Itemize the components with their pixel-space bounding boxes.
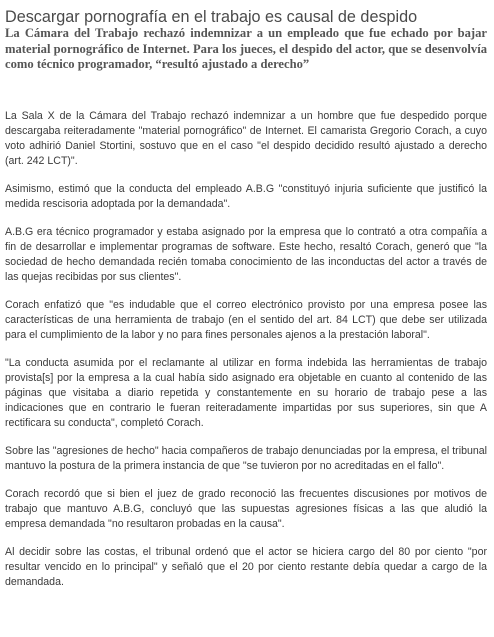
article-paragraph: Corach enfatizó que "es indudable que el correo electrónico provisto por una empresa posee las características de una herramienta de trabajo (en el sentido del art. 84 LCT) que debe ser utilizada para el cumplimiento de la labor y no para fines personales ajenos a la prestación laboral".	[5, 299, 487, 342]
article-lead: La Cámara del Trabajo rechazó indemnizar a un empleado que fue echado por bajar material pornográfico de Internet. Para los jueces, el despido del actor, que se desenvolvía como técnico programador, “resultó ajustado a derecho”	[5, 26, 487, 72]
article-paragraph: Asimismo, estimó que la conducta del empleado A.B.G "constituyó injuria suficiente que justificó la medida rescisoria adoptada por la demandada".	[5, 183, 487, 211]
article-paragraph: A.B.G era técnico programador y estaba asignado por la empresa que lo contrató a otra compañía a fin de desarrollar e implementar programas de software. Este hecho, resaltó Corach, generó que "la sociedad de hecho demandada recién tomaba conocimiento de las inconductas del actor a través de las quejas recibidas por sus clientes".	[5, 226, 487, 284]
article-paragraph: La Sala X de la Cámara del Trabajo rechazó indemnizar a un hombre que fue despedido porque descargaba reiteradamente "material pornográfico" de Internet. El camarista Gregorio Corach, a cuyo voto adhirió Daniel Stortini, sostuvo que en el caso "el despido decidido resultó ajustado a derecho (art. 242 LCT)".	[5, 110, 487, 168]
article-paragraph: Sobre las "agresiones de hecho" hacia compañeros de trabajo denunciadas por la empresa, el tribunal mantuvo la postura de la primera instancia de que "se tuvieron por no acreditadas en el fallo".	[5, 445, 487, 473]
article-body	[5, 109, 487, 590]
article-paragraph: Corach recordó que si bien el juez de grado reconoció las frecuentes discusiones por motivos de trabajo que mantuvo A.B.G, concluyó que las supuestas agresiones físicas a las que aludió la empresa demandada "no resultaron probadas en la causa".	[5, 488, 487, 531]
article-paragraph: Al decidir sobre las costas, el tribunal ordenó que el actor se hiciera cargo del 80 por ciento "por resultar vencido en lo principal" y señaló que el 20 por ciento restante debía quedar a cargo de la demandada.	[5, 546, 487, 589]
article-paragraph: "La conducta asumida por el reclamante al utilizar en forma indebida las herramientas de trabajo provista[s] por la empresa a la cual había sido asignado era objetable en cuanto al contenido de las páginas que visitaba a diario repetida y constantemente en su horario de trabajo pese a las indicaciones que en contrario le fueran reiteradamente impartidas por sus superiores, sin que A rectificara su conducta", completó Corach.	[5, 357, 487, 430]
article-title: Descargar pornografía en el trabajo es causal de despido	[5, 8, 418, 26]
article	[5, 8, 487, 603]
